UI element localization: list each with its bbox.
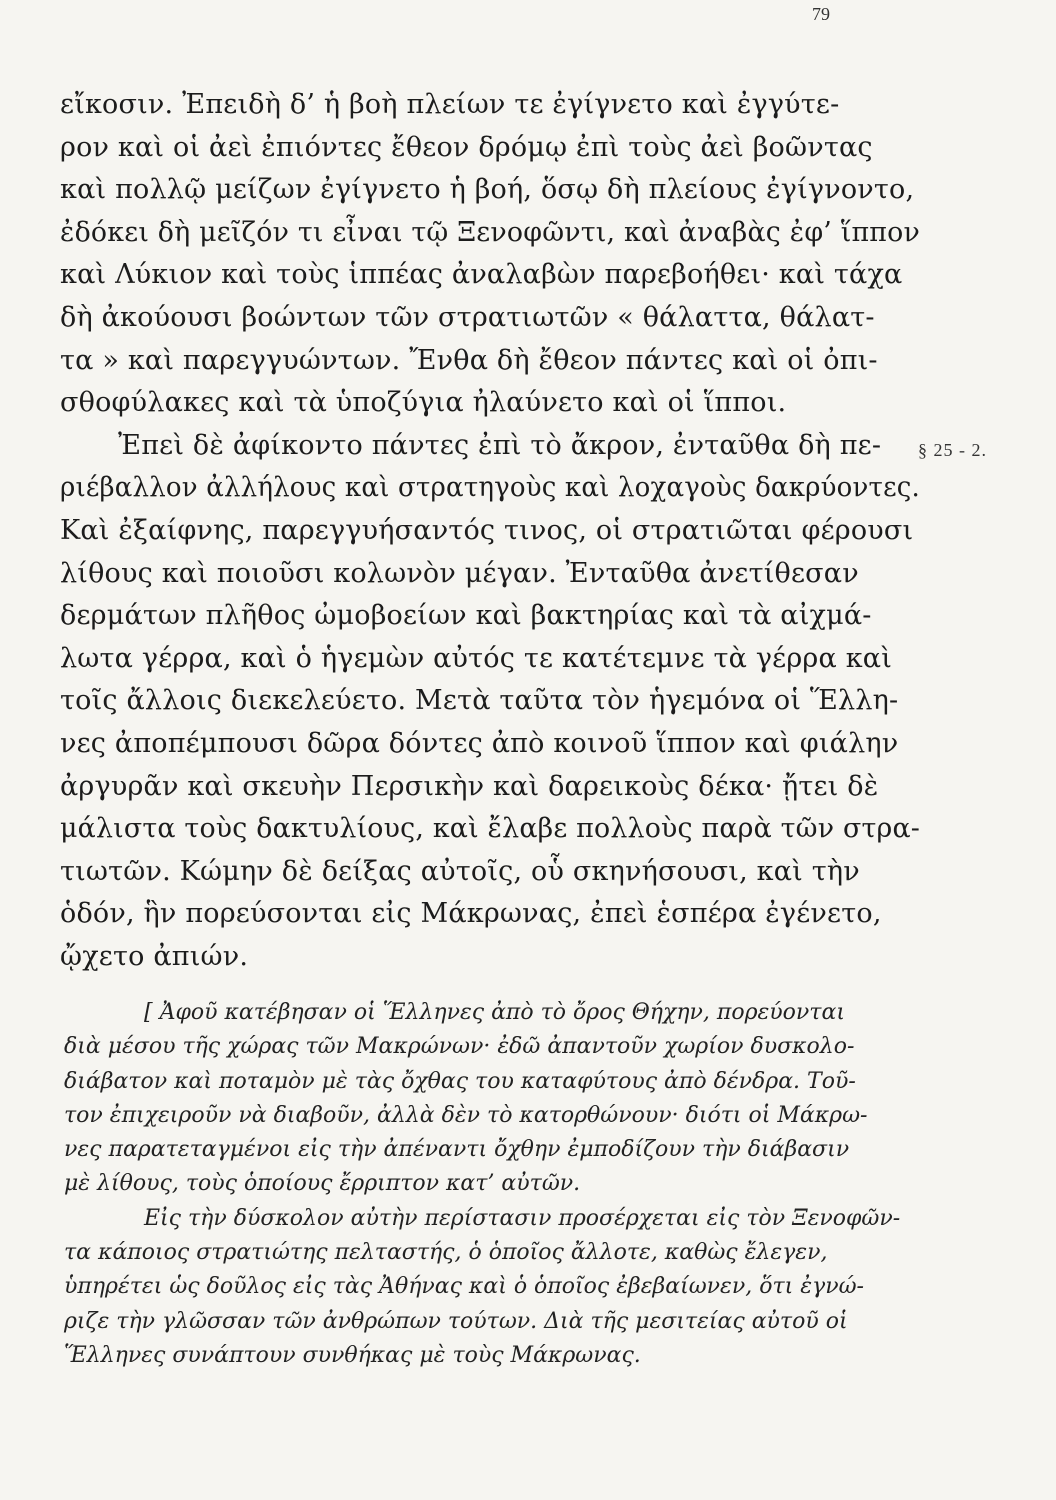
text-line: λίθους καὶ ποιοῦσι κολωνὸν μέγαν. Ἐνταῦθα ἀνετίθεσαν <box>60 557 859 589</box>
commentary-line: νες παρατεταγμένοι εἰς τὴν ἀπέναντι ὄχθην ἐμποδίζουν τὴν διάβασιν <box>64 1137 850 1163</box>
text-line: ἐδόκει δὴ μεῖζόν τι εἶναι τῷ Ξενοφῶντι, καὶ ἀναβὰς ἐφ’ ἵππον <box>60 216 920 248</box>
text-line: τοῖς ἄλλοις διεκελεύετο. Μετὰ ταῦτα τὸν ἡγεμόνα οἱ Ἕλλη- <box>60 685 899 717</box>
text-line: καὶ πολλῷ μείζων ἐγίγνετο ἡ βοή, ὅσῳ δὴ πλείους ἐγίγνοντο, <box>60 174 915 206</box>
text-line: ὁδόν, ἣν πορεύσονται εἰς Μάκρωνας, ἐπεὶ ἑσπέρα ἐγένετο, <box>60 898 882 930</box>
commentary-line: ριζε τὴν γλῶσσαν τῶν ἀνθρώπων τούτων. Διὰ τῆς μεσιτείας αὐτοῦ οἱ <box>64 1308 848 1334</box>
commentary-line: τον ἐπιχειροῦν νὰ διαβοῦν, ἀλλὰ δὲν τὸ κατορθώνουν· διότι οἱ Μάκρω- <box>64 1102 868 1128</box>
text-line: ρον καὶ οἱ ἀεὶ ἐπιόντες ἔθεον δρόμῳ ἐπὶ τοὺς ἀεὶ βοῶντας <box>60 131 873 163</box>
commentary-line: τα κάποιος στρατιώτης πελταστής, ὁ ὁποῖος ἄλλοτε, καθὼς ἔλεγεν, <box>64 1240 828 1266</box>
text-line: νες ἀποπέμπουσι δῶρα δόντες ἀπὸ κοινοῦ ἵππον καὶ φιάλην <box>60 727 899 759</box>
text-line: τα » καὶ παρεγγυώντων. Ἔνθα δὴ ἔθεον πάντες καὶ οἱ ὀπι- <box>60 344 878 376</box>
commentary-line: διὰ μέσου τῆς χώρας τῶν Μακρώνων· ἐδῶ ἀπαντοῦν χωρίον δυσκολο- <box>64 1034 855 1060</box>
text-line: ριέβαλλον ἀλλήλους καὶ στρατηγοὺς καὶ λοχαγοὺς δακρύοντες. <box>60 472 920 504</box>
commentary-line: διάβατον καὶ ποταμὸν μὲ τὰς ὄχθας του καταφύτους ἀπὸ δένδρα. Τοῦ- <box>64 1068 856 1094</box>
modern-greek-commentary <box>64 996 934 1373</box>
text-line: ᾤχετο ἀπιών. <box>60 940 249 972</box>
commentary-line: Ἕλληνες συνάπτουν συνθήκας μὲ τοὺς Μάκρωνας. <box>64 1342 641 1368</box>
text-line: σθοφύλακες καὶ τὰ ὑποζύγια ἠλαύνετο καὶ οἱ ἵπποι. <box>60 387 787 419</box>
commentary-line: [ Ἀφοῦ κατέβησαν οἱ Ἕλληνες ἀπὸ τὸ ὄρος Θήχην, πορεύονται <box>144 1000 845 1025</box>
text-line: μάλιστα τοὺς δακτυλίους, καὶ ἔλαβε πολλοὺς παρὰ τῶν στρα- <box>60 813 921 845</box>
text-line: δὴ ἀκούουσι βοώντων τῶν στρατιωτῶν « θάλαττα, θάλατ- <box>60 301 875 333</box>
commentary-line: μὲ λίθους, τοὺς ὁποίους ἔρριπτον κατ’ αὐτῶν. <box>64 1171 581 1197</box>
greek-main-text <box>60 84 920 978</box>
text-line: τιωτῶν. Κώμην δὲ δείξας αὐτοῖς, οὗ σκηνήσουσι, καὶ τὴν <box>60 855 860 887</box>
section-margin-note: § 25 - 2. <box>918 440 987 460</box>
text-line: δερμάτων πλῆθος ὠμοβοείων καὶ βακτηρίας καὶ τὰ αἰχμά- <box>60 600 872 632</box>
text-line: Καὶ ἐξαίφνης, παρεγγυήσαντός τινος, οἱ στρατιῶται φέρουσι <box>60 514 914 546</box>
commentary-line: ὑπηρέτει ὡς δοῦλος εἰς τὰς Ἀθήνας καὶ ὁ ὁποῖος ἐβεβαίωνεν, ὅτι ἐγνώ- <box>64 1274 864 1300</box>
text-line: καὶ Λύκιον καὶ τοὺς ἱππέας ἀναλαβὼν παρεβοήθει· καὶ τάχα <box>60 259 903 291</box>
text-line: Ἐπεὶ δὲ ἀφίκοντο πάντες ἐπὶ τὸ ἄκρον, ἐνταῦθα δὴ πε- <box>118 429 882 461</box>
text-line: εἴκοσιν. Ἐπειδὴ δ’ ἡ βοὴ πλείων τε ἐγίγνετο καὶ ἐγγύτε- <box>60 89 840 120</box>
page-number: 79 <box>812 4 830 24</box>
text-line: ἀργυρᾶν καὶ σκευὴν Περσικὴν καὶ δαρεικοὺς δέκα· ᾔτει δὲ <box>60 770 879 802</box>
text-line: λωτα γέρρα, καὶ ὁ ἡγεμὼν αὐτός τε κατέτεμνε τὰ γέρρα καὶ <box>60 642 892 674</box>
commentary-line: Εἰς τὴν δύσκολον αὐτὴν περίστασιν προσέρχεται εἰς τὸν Ξενοφῶν- <box>144 1205 901 1231</box>
